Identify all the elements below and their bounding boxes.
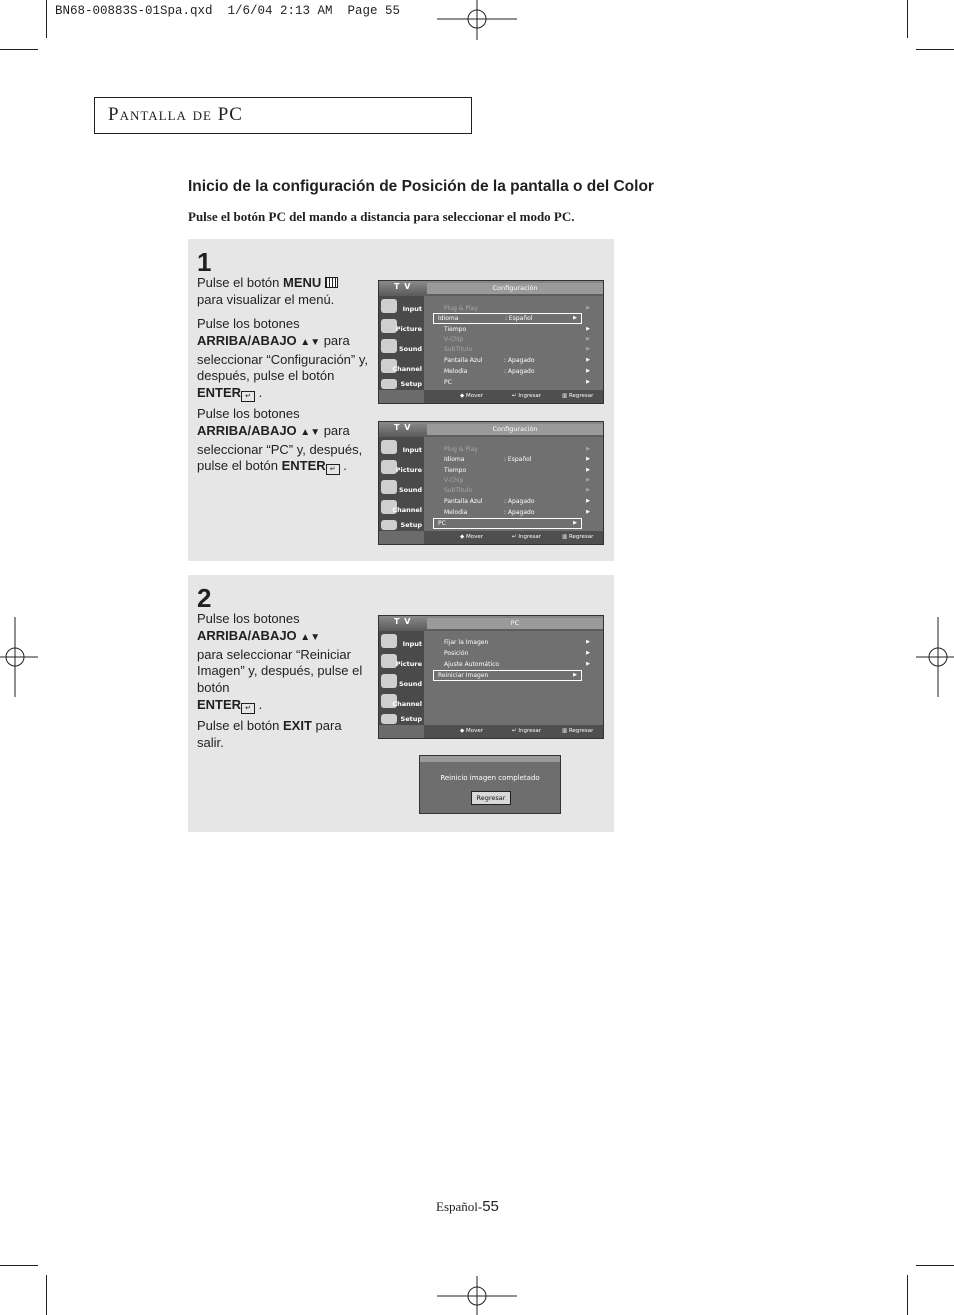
side-sound: Sound xyxy=(398,345,422,353)
enter-key: ENTER xyxy=(197,385,242,401)
input-icon xyxy=(381,440,397,454)
footer-enter: ↵ Ingresar xyxy=(512,728,541,734)
dialog-return-button: Regresar xyxy=(471,791,511,805)
text: Pulse los botones xyxy=(197,406,300,421)
registration-mark xyxy=(437,0,517,40)
text: para visualizar el menú. xyxy=(197,291,335,307)
menu-row: Pantalla Azul : Apagado ▶ xyxy=(444,498,590,505)
step1-text-1 xyxy=(197,275,373,309)
registration-mark xyxy=(0,617,38,697)
setup-icon xyxy=(381,379,397,389)
menu-icon xyxy=(325,277,338,288)
menu-header: Configuración xyxy=(427,283,603,294)
picture-icon xyxy=(381,319,397,333)
side-setup: Setup xyxy=(400,715,422,723)
side-sound: Sound xyxy=(398,680,422,688)
exit-key: EXIT xyxy=(283,718,312,733)
step1-text-3: Pulse los botones ARRIBA/ABAJO ▲▼ para seleccionar “PC” y, después, pulse el botón ENTER ↵ . xyxy=(197,406,363,474)
side-channel: Channel xyxy=(392,365,422,373)
updown-icon: ▲▼ xyxy=(300,426,321,438)
menu-header: PC xyxy=(427,618,603,629)
text: Pulse el botón xyxy=(197,718,284,733)
menu-row: V-Chip ▶ xyxy=(444,477,590,484)
menu-row-selected: PC ▶ xyxy=(434,519,581,528)
side-channel: Channel xyxy=(392,506,422,514)
step1-number: 1 xyxy=(197,247,212,277)
text: Pulse los botones xyxy=(197,611,300,626)
dialog-message: Reinicio imagen completado xyxy=(440,774,540,782)
crop-mark xyxy=(46,1275,47,1315)
text: para xyxy=(320,332,350,348)
footer-back: ▥ Regresar xyxy=(562,728,594,734)
setup-icon xyxy=(381,714,397,724)
menu-row: Melodia : Apagado ▶ xyxy=(444,509,590,516)
menu-row-selected: Idioma : Español ▶ xyxy=(434,314,581,323)
menu-row: SubTitulo ▶ xyxy=(444,346,590,353)
side-sound: Sound xyxy=(398,486,422,494)
side-picture: Picture xyxy=(395,660,422,668)
setup-icon xyxy=(381,520,397,530)
step1-text-2: Pulse los botones ARRIBA/ABAJO ▲▼ para seleccionar “Configuración” y, después, pulse el botón ENTER ↵ . xyxy=(197,316,368,401)
side-input: Input xyxy=(402,305,422,313)
menu-row: Plug & Play ▶ xyxy=(444,446,590,453)
menu-row: Plug & Play ▶ xyxy=(444,305,590,312)
menu-row: Fijar la Imagen ▶ xyxy=(444,639,590,646)
tv-screen-pc-menu xyxy=(378,615,604,739)
picture-icon xyxy=(381,654,397,668)
updown-key: ARRIBA/ABAJO xyxy=(197,332,297,348)
side-setup: Setup xyxy=(400,380,422,388)
footer-enter: ↵ Ingresar xyxy=(512,393,541,399)
enter-key: ENTER xyxy=(281,458,326,474)
input-icon xyxy=(381,634,397,648)
page-number: 55 xyxy=(482,1198,499,1215)
section-title: Pantalla de PC xyxy=(108,104,243,125)
sound-icon xyxy=(381,674,397,688)
crop-mark xyxy=(916,49,954,50)
input-icon xyxy=(381,299,397,313)
enter-icon: ↵ xyxy=(326,464,340,475)
menu-row: Idioma : Español ▶ xyxy=(444,456,590,463)
footer-back: ▥ Regresar xyxy=(562,393,594,399)
crop-mark xyxy=(0,49,38,50)
sound-icon xyxy=(381,339,397,353)
menu-row-selected: Reiniciar Imagen ▶ xyxy=(434,671,581,680)
updown-icon: ▲▼ xyxy=(300,631,321,643)
enter-key: ENTER xyxy=(197,696,242,712)
enter-icon: ↵ xyxy=(241,703,255,714)
step2-number: 2 xyxy=(197,583,212,613)
side-input: Input xyxy=(402,640,422,648)
menu-row: Melodia : Apagado ▶ xyxy=(444,368,590,375)
menu-key: MENU xyxy=(283,275,322,290)
side-input: Input xyxy=(402,446,422,454)
crop-mark xyxy=(0,1265,38,1266)
crop-mark xyxy=(907,1275,908,1315)
menu-row: Tiempo ▶ xyxy=(444,326,590,333)
side-picture: Picture xyxy=(395,325,422,333)
enter-icon: ↵ xyxy=(241,391,255,402)
updown-key: ARRIBA/ABAJO xyxy=(197,627,297,643)
tv-label: T V xyxy=(394,282,412,291)
text: Pulse el botón xyxy=(197,275,284,290)
footer-move: ◆ Mover xyxy=(460,393,483,399)
text: seleccionar “PC” y, después, pulse el botón xyxy=(197,441,363,474)
updown-key: ARRIBA/ABAJO xyxy=(197,422,297,438)
step2-text-2 xyxy=(197,718,367,752)
footer-enter: ↵ Ingresar xyxy=(512,534,541,540)
footer-move: ◆ Mover xyxy=(460,728,483,734)
text: seleccionar “Configuración” y, después, pulse el botón xyxy=(197,351,368,384)
text: para xyxy=(320,422,350,438)
reset-complete-dialog xyxy=(419,755,561,814)
crop-mark xyxy=(907,0,908,38)
side-setup: Setup xyxy=(400,521,422,529)
footer-back: ▥ Regresar xyxy=(562,534,594,540)
menu-header: Configuración xyxy=(427,424,603,435)
page-heading: Inicio de la configuración de Posición de la pantalla o del Color xyxy=(188,178,654,195)
side-channel: Channel xyxy=(392,700,422,708)
picture-icon xyxy=(381,460,397,474)
crop-mark xyxy=(916,1265,954,1266)
text: para salir. xyxy=(197,718,342,750)
crop-mark xyxy=(46,0,47,38)
menu-row: SubTitulo ▶ xyxy=(444,487,590,494)
page-footer xyxy=(436,1198,499,1215)
menu-row: Posición ▶ xyxy=(444,650,590,657)
menu-row: Pantalla Azul : Apagado ▶ xyxy=(444,357,590,364)
menu-row: Ajuste Automático ▶ xyxy=(444,661,590,668)
updown-icon: ▲▼ xyxy=(300,336,321,348)
menu-row: Tiempo ▶ xyxy=(444,467,590,474)
step2-text-1: Pulse los botones ARRIBA/ABAJO ▲▼ para seleccionar “Reiniciar Imagen” y, después, pulse el botón ENTER ↵ . xyxy=(197,611,363,712)
sound-icon xyxy=(381,480,397,494)
footer-language: Español- xyxy=(436,1199,483,1214)
text: Pulse los botones xyxy=(197,316,300,331)
page-subheading: Pulse el botón PC del mando a distancia para seleccionar el modo PC. xyxy=(188,209,575,224)
print-header: BN68-00883S-01Spa.qxd 1/6/04 2:13 AM Page 55 xyxy=(55,4,401,18)
tv-label: T V xyxy=(394,617,412,626)
tv-label: T V xyxy=(394,423,412,432)
registration-mark xyxy=(437,1276,517,1315)
tv-screen-setup-pc xyxy=(378,421,604,545)
menu-row: PC ▶ xyxy=(444,379,590,386)
text: para seleccionar “Reiniciar Imagen” y, después, pulse el botón xyxy=(197,646,363,696)
tv-screen-setup-menu xyxy=(378,280,604,404)
side-picture: Picture xyxy=(395,466,422,474)
registration-mark xyxy=(916,617,954,697)
menu-row: V-Chip ▶ xyxy=(444,336,590,343)
footer-move: ◆ Mover xyxy=(460,534,483,540)
